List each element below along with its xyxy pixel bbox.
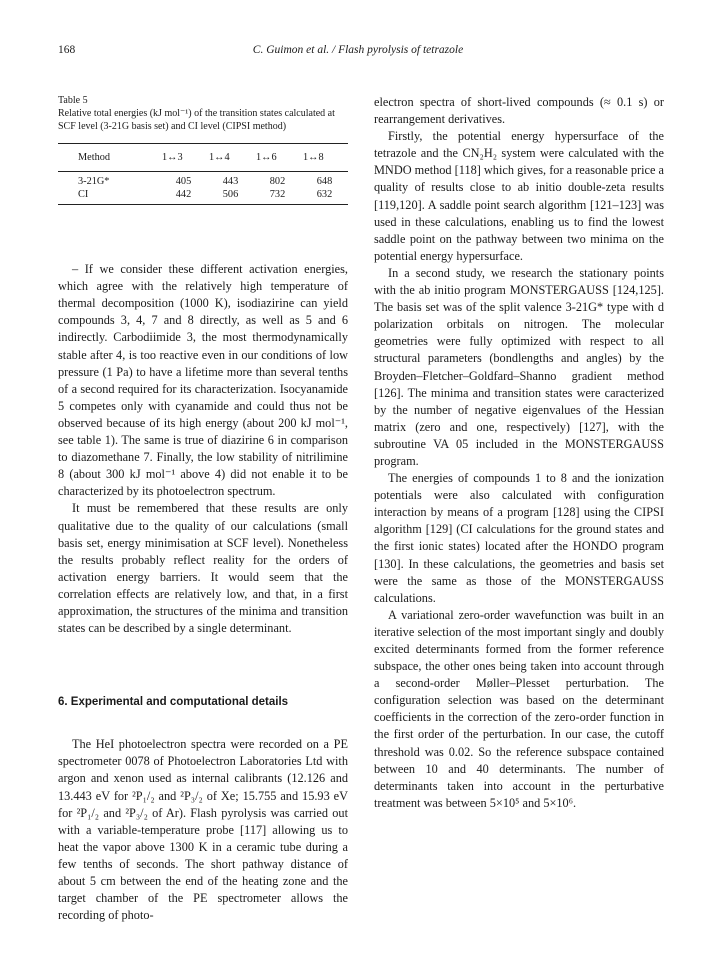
paragraph: Firstly, the potential energy hypersurface of the tetrazole and the CN₂H₂ system were calculated with the MNDO method [118] which gives, for a reasonable price a quality of results close to ab initio double-zeta results [119,120]. A saddle point search algorithm [121–123] was used in these calculations, enabling us to find the lowest saddle point on the pathway between two minima on the potential energy hypersurface.	[374, 129, 664, 263]
table-row	[58, 172, 348, 189]
table-cell: CI	[58, 189, 160, 205]
table-cell: 506	[207, 189, 254, 205]
table-header-cell: Method	[58, 144, 160, 172]
table-cell: 442	[160, 189, 207, 205]
left-column	[58, 94, 348, 924]
table-header-cell: 1↔8	[301, 144, 348, 172]
table-cell: 632	[301, 189, 348, 205]
paragraph: electron spectra of short-lived compounds (≈ 0.1 s) or rearrangement derivatives.	[374, 95, 664, 127]
section-heading: 6. Experimental and computational details	[58, 696, 289, 709]
table-row	[58, 189, 348, 205]
table-cell: 732	[254, 189, 301, 205]
table-caption: Relative total energies (kJ mol⁻¹) of the transition states calculated at SCF level (3-21G basis set) and CI level (CIPSI method)	[58, 108, 335, 132]
table-cell: 648	[316, 176, 333, 188]
table-header-cell: 1↔6	[254, 144, 301, 172]
paragraph: In a second study, we research the stationary points with the ab initio program MONSTERGAUSS [124,125]. The basis set was of the split valence 3-21G* type with d polarization orbitals on nitrogen. The molecular geometries were fully optimized with respect to all structural parameters (bondlengths and angles) by the Broyden–Fletcher–Goldfard–Shanno gradient method [126]. The minima and transition states were caracterized by the number of negative eigenvalues of the Hessian matrix (zero and one, respectively) [127], with the subroutine VA 05 included in the MONSTERGAUSS program.	[374, 265, 664, 468]
table-header-cell: 1↔3	[160, 144, 207, 172]
table-caption-block	[58, 94, 348, 133]
table-cell: 3-21G*	[78, 176, 110, 188]
page-number: 168	[58, 44, 76, 56]
table-number: Table 5	[58, 95, 88, 106]
energy-table	[58, 143, 348, 205]
paragraph: The energies of compounds 1 to 8 and the ionization potentials were also calculated with configuration interaction by means of a program [128] using the CIPSI algorithm [129] (CI calculations for the ground states and the first ionic states) located after the HONDO program [130]. In these calculations, the geometries and basis set were the same as those of the MONSTERGAUSS calculations.	[374, 471, 664, 605]
table-cell: 802	[269, 176, 286, 188]
paragraph: It must be remembered that these results are only qualitative due to the quality of our calculations (small basis set, energy minimisation at SCF level). Nonetheless the results probably reflect reality for the orders of activation energy barriers. It would seem that the correlation effects are relatively low, and that, in a first approximation, the structures of the minima and transition states can be described by a single determinant.	[58, 501, 348, 636]
running-title: C. Guimon et al. / Flash pyrolysis of tetrazole	[252, 44, 464, 56]
table-cell: 405	[175, 176, 192, 188]
paragraph: The HeI photoelectron spectra were recorded on a PE spectrometer 0078 of Photoelectron Laboratories Ltd with argon and xenon used as internal calibrants (12.126 and 13.443 eV for ²P₁/₂ and ²P₃/₂ of Xe; 15.755 and 15.93 eV for ²P₁/₂ and ²P₃/₂ of Ar). Flash pyrolysis was carried out with a variable-temperature probe [117] allowing us to heat the vapor above 1300 K in a ceramic tube during a few tenths of seconds. The short pathway distance of about 5 cm between the end of the heating zone and the target chamber of the PE spectrometer allows the recording of photo-	[58, 737, 348, 923]
table-cell: 443	[222, 176, 239, 188]
table-header-cell: 1↔4	[207, 144, 254, 172]
paragraph: – If we consider these different activation energies, which agree with the relatively high temperature of thermal decomposition (1000 K), isodiazirine can yield compounds 3, 4, 7 and 8 directly, as well as 5 and 6 indirectly. Carbodiimide 3, the most thermodynamically stable after 4, is too reactive even in our conditions of low pressure (1 Pa) to have a lifetime more than several tenths of a second required for its characterization. Isocyanamide 5 competes only with cyanamide and could thus not be observed because of its high energy (about 200 kJ mol⁻¹, see table 1). The same is true of diazirine 6 in comparison to diazomethane 7. Finally, the low stability of nitrilimine 8 (about 300 kJ mol⁻¹ above 4) did not enable it to be characterized by its photoelectron spectrum.	[58, 262, 348, 499]
paragraph: A variational zero-order wavefunction was built in an iterative selection of the most important singly and doubly excited determinants formed from the former reference subspace, the other ones being taken into account through a second-order Møller–Plesset perturbation. The configuration selection was based on the determinant coefficients in the correction of the zero-order function in the first order of the perturbation. In our case, the cutoff threshold was 0.02. So the reference subspace contained between 10 and 40 determinants. The number of determinants taken into account in the perturbative treatment was between 5×10⁵ and 5×10⁶.	[374, 607, 664, 810]
table-header-row	[58, 144, 348, 172]
page-header	[58, 44, 658, 60]
right-column	[374, 94, 664, 812]
